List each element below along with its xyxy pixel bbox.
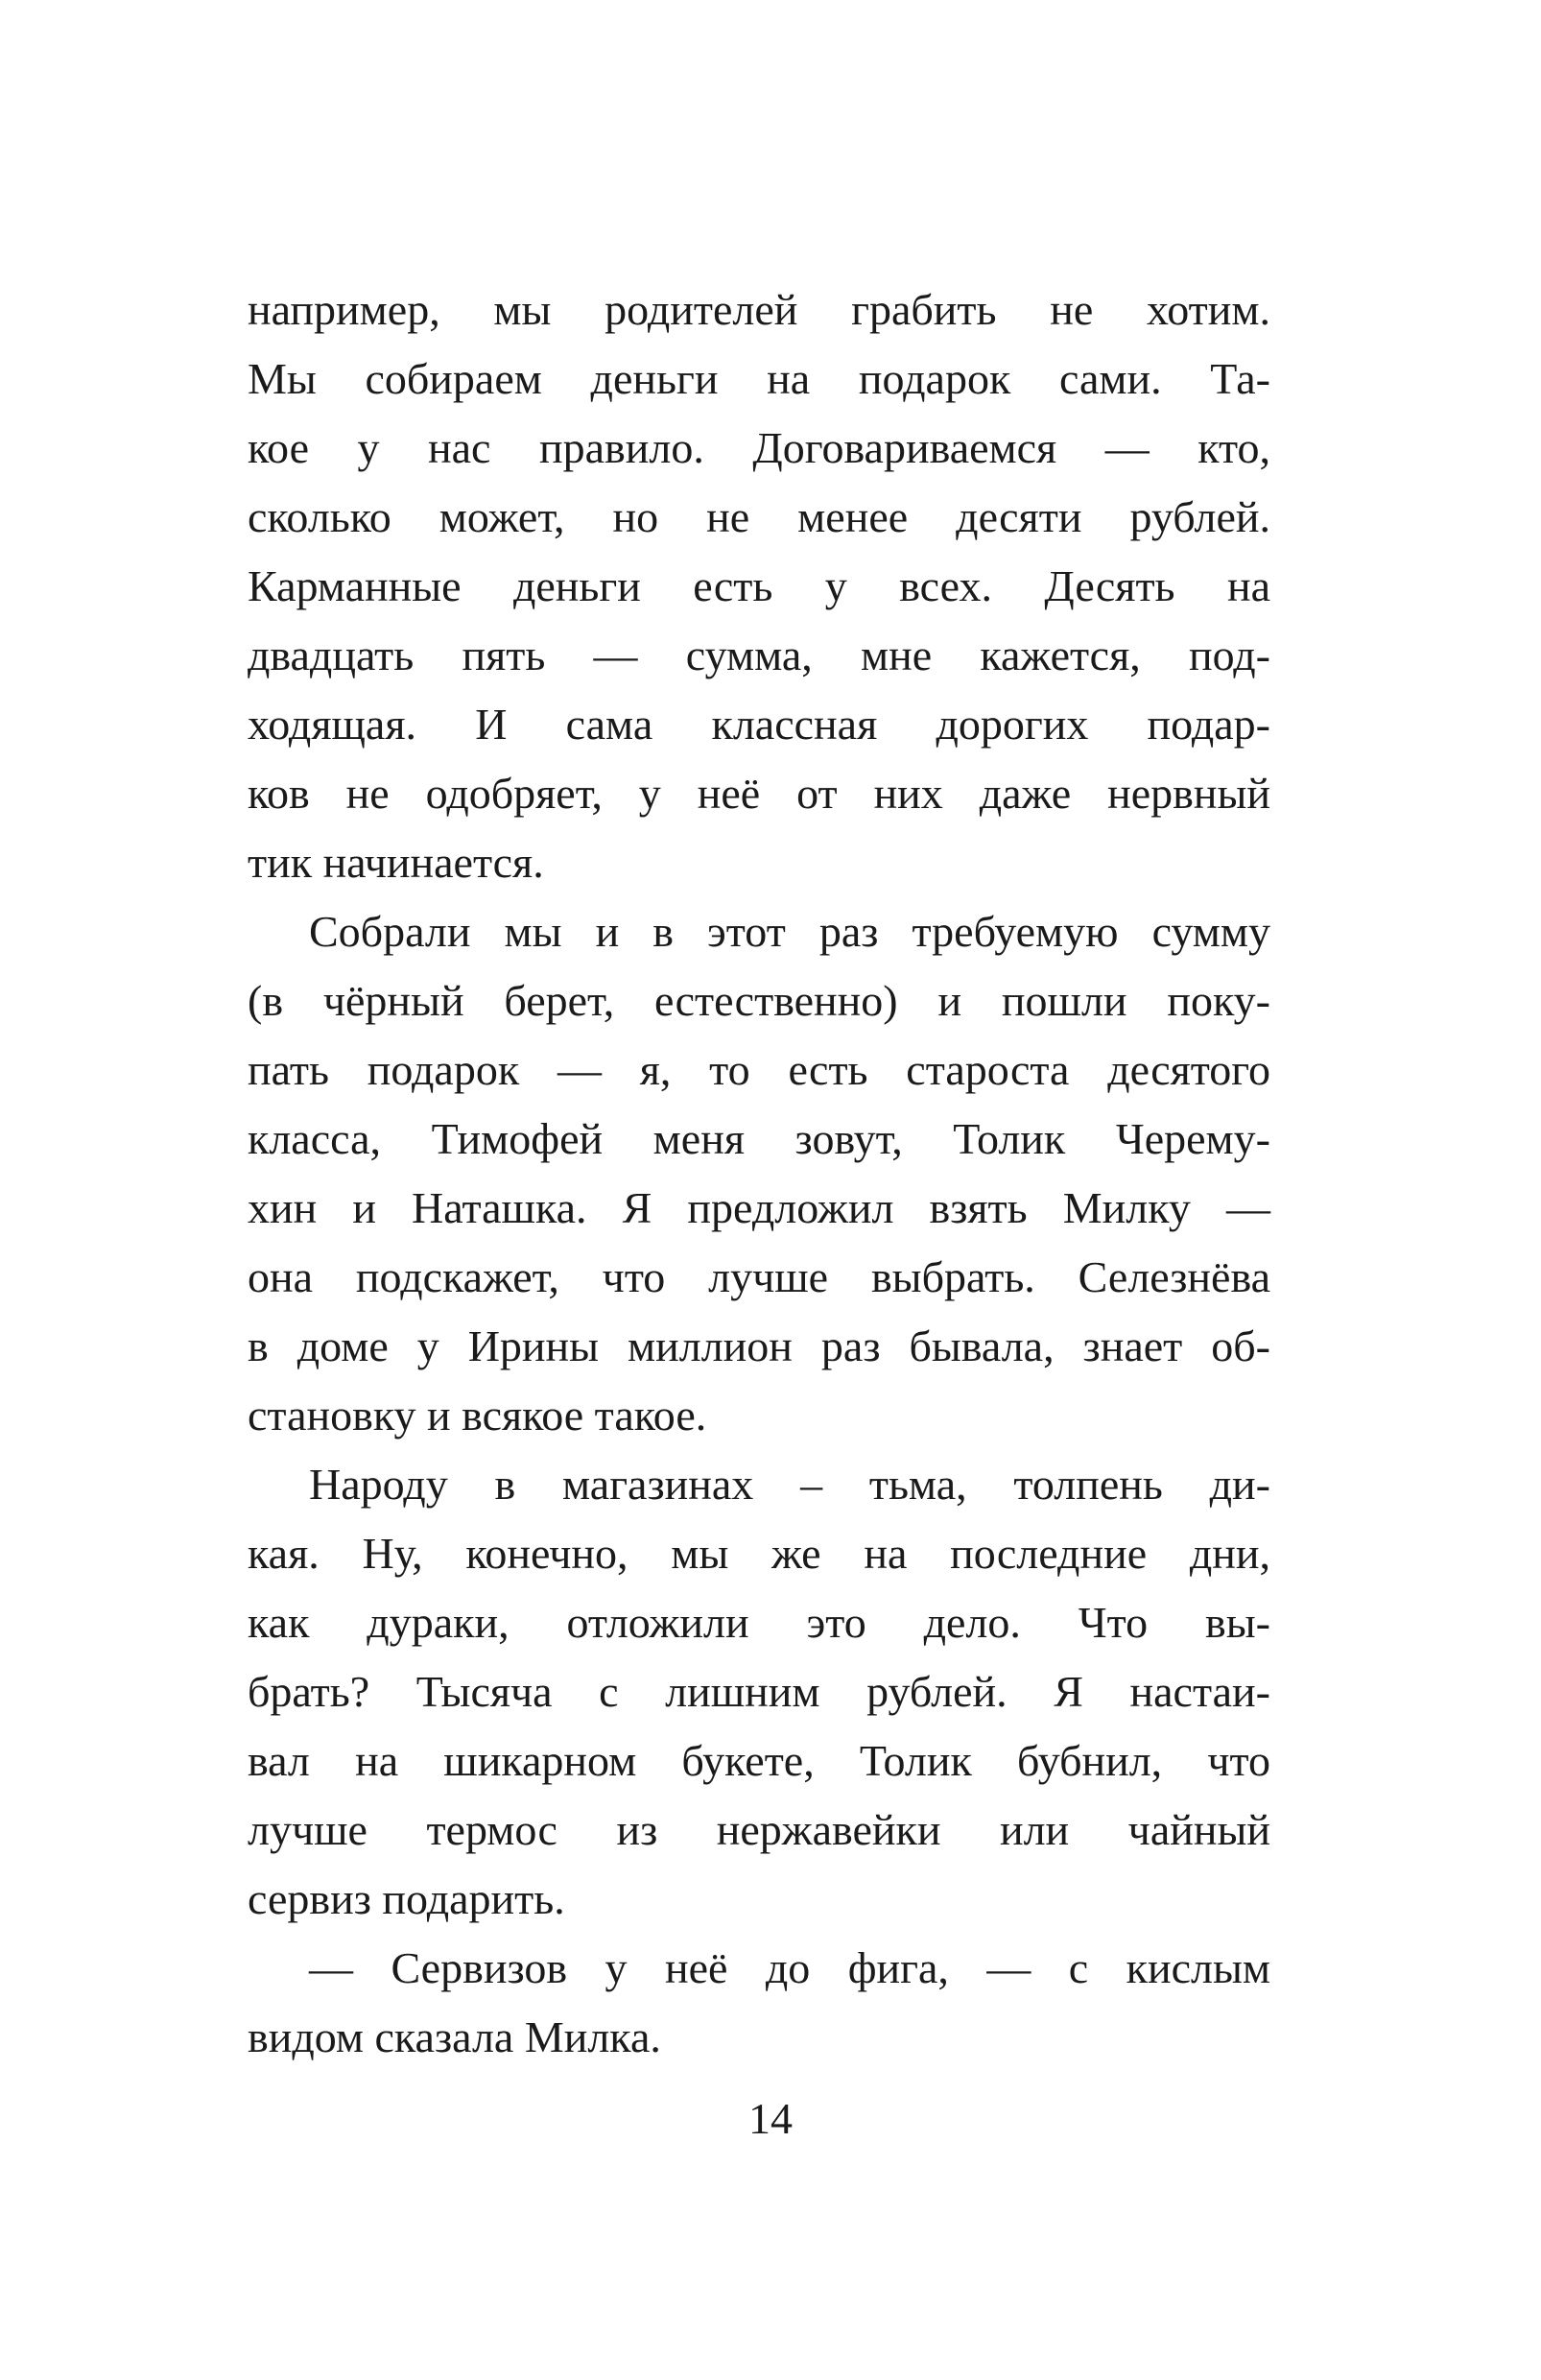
text-line: Собрали мы и в этот раз требуемую сумму — [309, 907, 1270, 956]
text-line: класса, Тимофей меня зовут, Толик Черему- — [248, 1114, 1270, 1163]
body-text — [248, 275, 1270, 2072]
text-line: ков не одобряет, у неё от них даже нервный — [248, 769, 1270, 818]
text-line: кое у нас правило. Договариваемся — кто, — [248, 423, 1270, 472]
text-line: хин и Наташка. Я предложил взять Милку — — [248, 1183, 1270, 1232]
text-line: (в чёрный берет, естественно) и пошли поку- — [248, 976, 1270, 1025]
text-line: она подскажет, что лучше выбрать. Селезнёва — [248, 1252, 1270, 1301]
text-line: — Сервизов у неё до фига, — с кислым — [309, 1943, 1270, 1992]
text-line: вал на шикарном букете, Толик бубнил, что — [248, 1736, 1270, 1785]
text-line: пать подарок — я, то есть староста десятого — [248, 1045, 1270, 1094]
text-line: в доме у Ирины миллион раз бывала, знает об- — [248, 1321, 1270, 1370]
text-line: лучше термос из нержавейки или чайный — [248, 1805, 1270, 1854]
text-line: видом сказала Милка. — [248, 2012, 661, 2061]
text-line: например, мы родителей грабить не хотим. — [248, 285, 1270, 334]
text-line: ходящая. И сама классная дорогих подар- — [248, 700, 1270, 749]
text-line: кая. Ну, конечно, мы же на последние дни, — [248, 1529, 1270, 1578]
text-line: брать? Тысяча с лишним рублей. Я настаи- — [248, 1667, 1270, 1716]
text-line: сколько может, но не менее десяти рублей. — [248, 492, 1270, 541]
text-line: как дураки, отложили это дело. Что вы- — [248, 1598, 1270, 1647]
text-line: Мы собираем деньги на подарок сами. Та- — [248, 354, 1270, 403]
text-line: тик начинается. — [248, 838, 544, 887]
text-line: двадцать пять — сумма, мне кажется, под- — [248, 631, 1270, 679]
page-number: 14 — [748, 2094, 793, 2143]
text-line: становку и всякое такое. — [248, 1391, 707, 1440]
text-line: Карманные деньги есть у всех. Десять на — [248, 561, 1270, 610]
text-line: сервиз подарить. — [248, 1874, 565, 1923]
text-line: Народу в магазинах – тьма, толпень ди- — [309, 1460, 1270, 1509]
